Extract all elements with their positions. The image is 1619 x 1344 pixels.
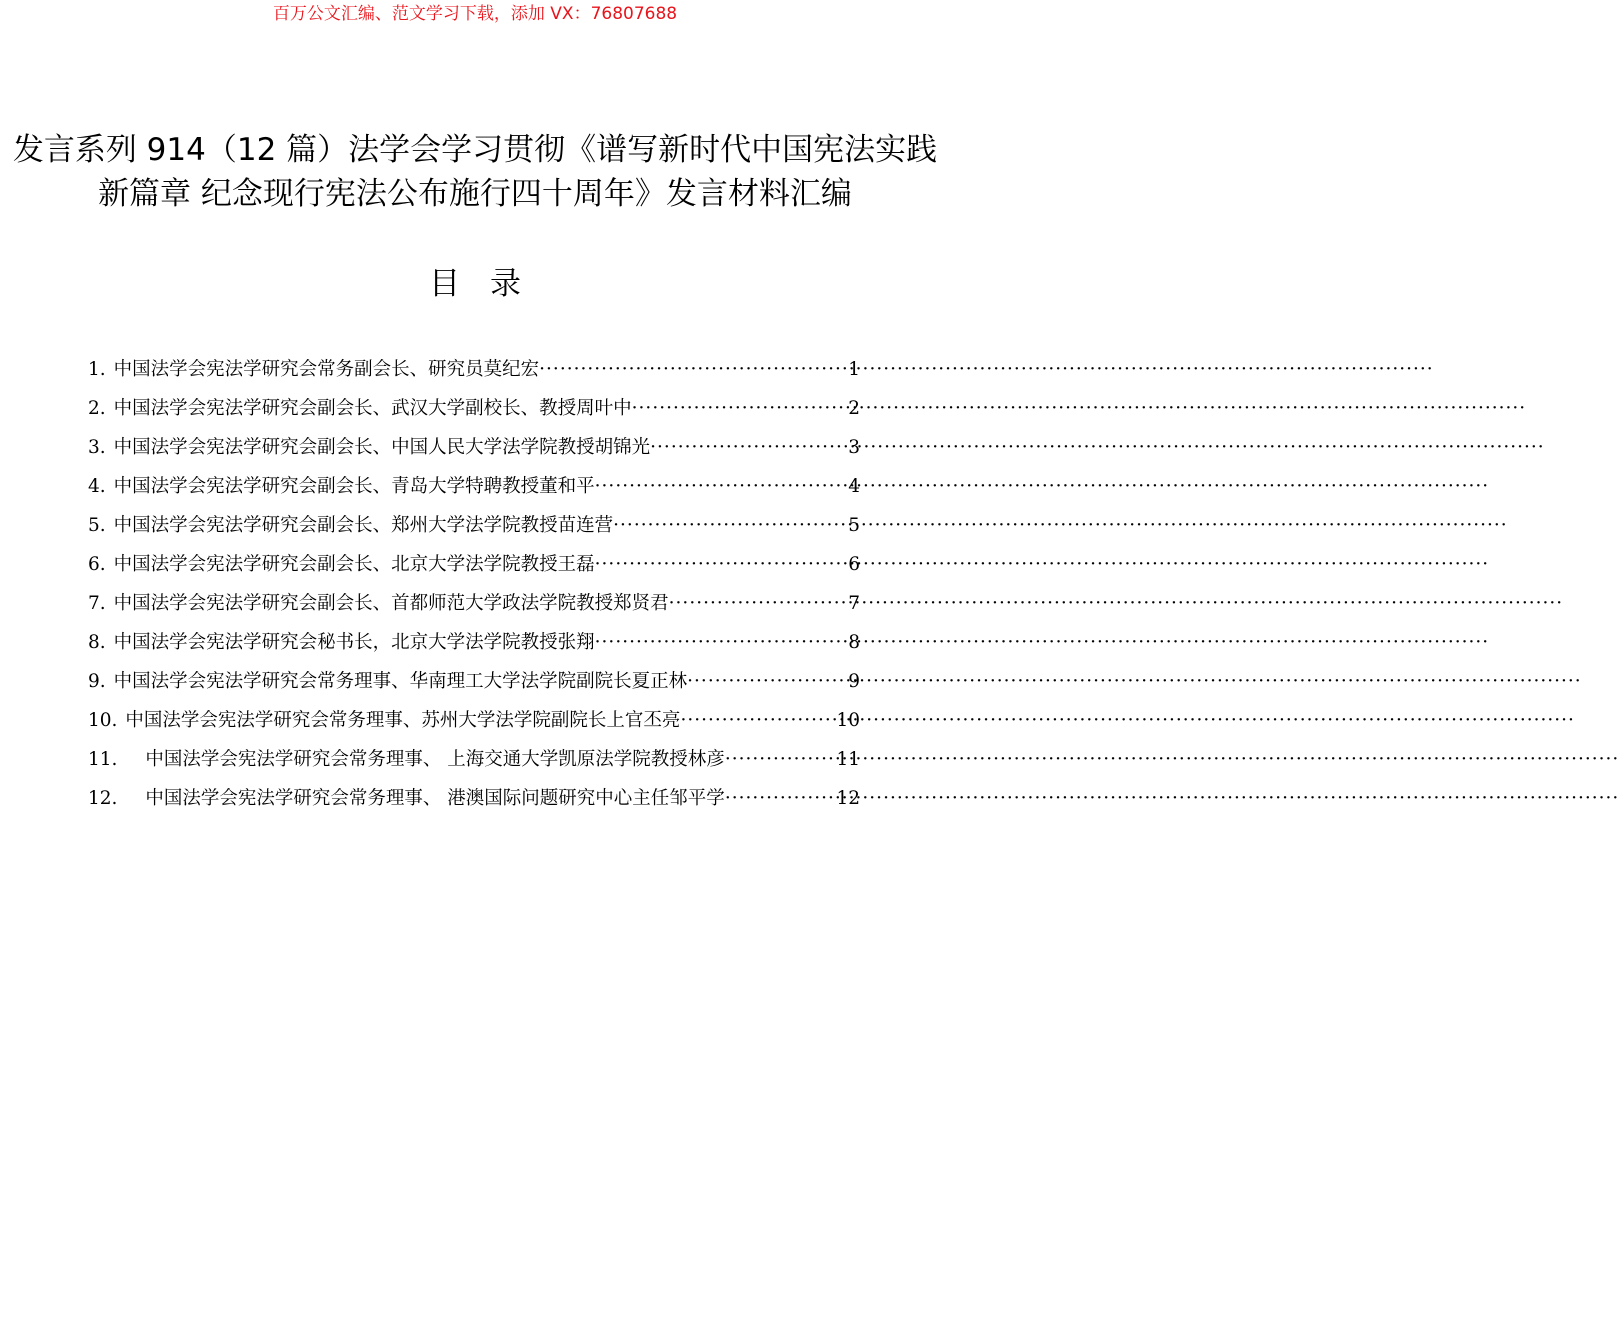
toc-item-page: 7 xyxy=(848,593,860,614)
toc-item-10[interactable] xyxy=(88,701,860,740)
toc-item-page: 4 xyxy=(848,476,860,497)
toc-item-text: 中国法学会宪法学研究会副会长、郑州大学法学院教授苗连营 xyxy=(113,515,614,536)
toc-item-3[interactable] xyxy=(88,428,860,467)
toc-item-12[interactable] xyxy=(88,779,860,818)
toc-item-text: 中国法学会宪法学研究会副会长、青岛大学特聘教授董和平 xyxy=(113,476,595,497)
toc-dot-leader xyxy=(725,779,837,818)
toc-item-2[interactable] xyxy=(88,389,860,428)
toc-item-text: 中国法学会宪法学研究会常务理事、 港澳国际问题研究中心主任邹平学 xyxy=(145,788,725,809)
toc-dot-leader xyxy=(650,428,848,467)
toc-item-page: 5 xyxy=(848,515,860,536)
toc-dot-leader xyxy=(680,701,836,740)
toc-item-page: 1 xyxy=(848,359,860,380)
table-of-contents xyxy=(88,350,860,818)
toc-item-number: 4. xyxy=(88,476,106,497)
toc-item-number: 6. xyxy=(88,554,106,575)
toc-dot-leader xyxy=(613,506,848,545)
toc-item-5[interactable] xyxy=(88,506,860,545)
toc-item-number: 10. xyxy=(88,710,118,731)
toc-item-page: 10 xyxy=(836,710,860,731)
toc-item-text: 中国法学会宪法学研究会常务理事、华南理工大学法学院副院长夏正林 xyxy=(113,671,688,692)
top-banner: 百万公文汇编、范文学习下载，添加 VX：76807688 xyxy=(272,4,678,24)
toc-item-page: 9 xyxy=(848,671,860,692)
toc-item-number: 3. xyxy=(88,437,106,458)
toc-item-number: 1. xyxy=(88,359,106,380)
toc-item-number: 7. xyxy=(88,593,106,614)
toc-item-text: 中国法学会宪法学研究会常务理事、 上海交通大学凯原法学院教授林彦 xyxy=(145,749,725,770)
toc-dot-leader xyxy=(595,467,849,506)
toc-dot-leader xyxy=(539,350,848,389)
toc-item-page: 11 xyxy=(836,749,860,770)
toc-item-number: 8. xyxy=(88,632,106,653)
toc-dot-leader xyxy=(595,623,849,662)
toc-item-7[interactable] xyxy=(88,584,860,623)
toc-item-11[interactable] xyxy=(88,740,860,779)
toc-item-text: 中国法学会宪法学研究会常务理事、苏州大学法学院副院长上官丕亮 xyxy=(125,710,681,731)
toc-item-page: 3 xyxy=(848,437,860,458)
toc-item-number: 2. xyxy=(88,398,106,419)
toc-item-text: 中国法学会宪法学研究会秘书长，北京大学法学院教授张翔 xyxy=(113,632,595,653)
toc-item-page: 8 xyxy=(848,632,860,653)
toc-item-1[interactable] xyxy=(88,350,860,389)
toc-item-number: 11. xyxy=(88,749,118,770)
toc-item-page: 2 xyxy=(848,398,860,419)
toc-item-8[interactable] xyxy=(88,623,860,662)
toc-item-page: 6 xyxy=(848,554,860,575)
document-title: 发言系列 914（12 篇）法学会学习贯彻《谱写新时代中国宪法实践新篇章 纪念现行宪法公布施行四十周年》发言材料汇编 xyxy=(12,132,938,212)
toc-item-number: 12. xyxy=(88,788,118,809)
toc-dot-leader xyxy=(669,584,849,623)
toc-dot-leader xyxy=(595,545,849,584)
toc-heading: 目录 xyxy=(429,266,551,302)
toc-item-text: 中国法学会宪法学研究会副会长、武汉大学副校长、教授周叶中 xyxy=(113,398,632,419)
toc-item-text: 中国法学会宪法学研究会副会长、中国人民大学法学院教授胡锦光 xyxy=(113,437,651,458)
toc-item-page: 12 xyxy=(836,788,860,809)
toc-item-text: 中国法学会宪法学研究会常务副会长、研究员莫纪宏 xyxy=(113,359,540,380)
toc-item-number: 5. xyxy=(88,515,106,536)
toc-item-9[interactable] xyxy=(88,662,860,701)
toc-dot-leader xyxy=(632,389,849,428)
toc-item-4[interactable] xyxy=(88,467,860,506)
toc-item-number: 9. xyxy=(88,671,106,692)
toc-dot-leader xyxy=(725,740,837,779)
toc-item-6[interactable] xyxy=(88,545,860,584)
toc-dot-leader xyxy=(687,662,848,701)
toc-item-text: 中国法学会宪法学研究会副会长、首都师范大学政法学院教授郑贤君 xyxy=(113,593,669,614)
toc-item-text: 中国法学会宪法学研究会副会长、北京大学法学院教授王磊 xyxy=(113,554,595,575)
